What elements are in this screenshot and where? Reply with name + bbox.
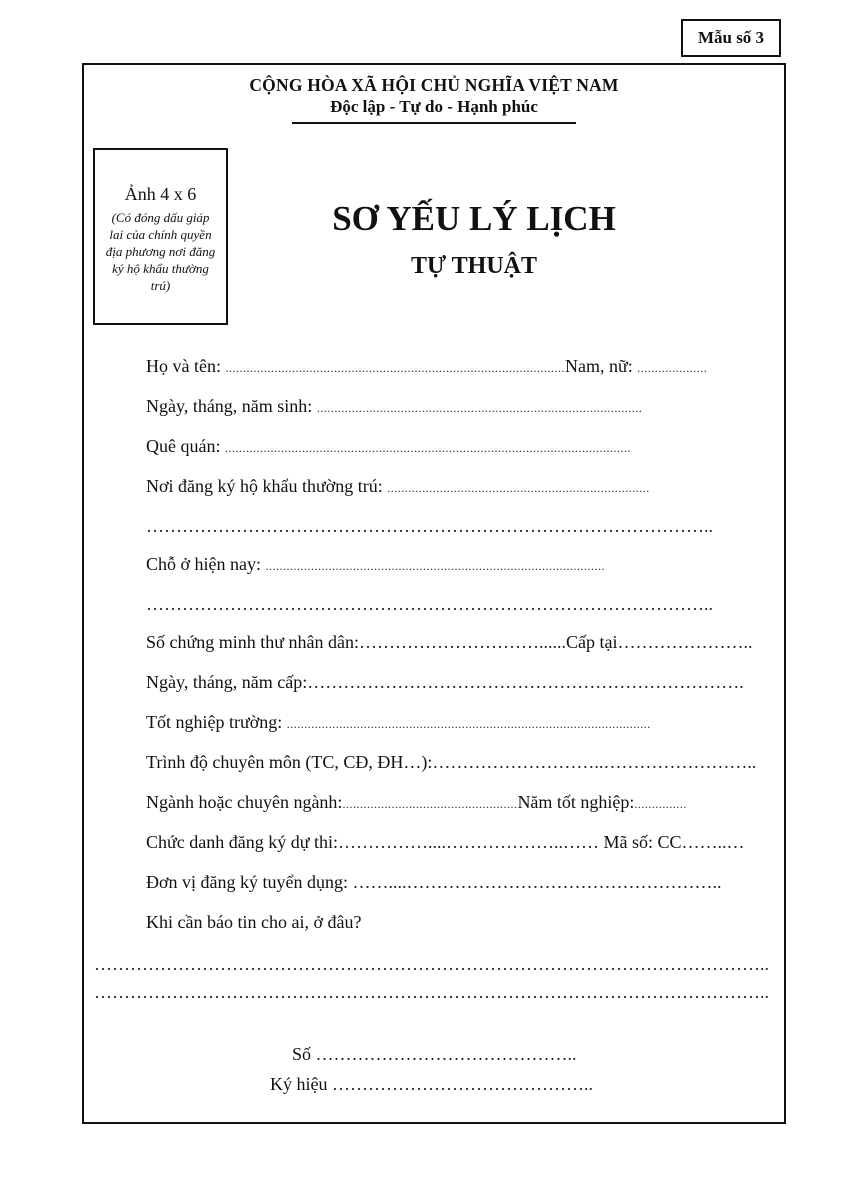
id-number-dots: …………………………...... bbox=[359, 632, 566, 652]
contact-line-2[interactable] bbox=[94, 982, 769, 1003]
footer-symbol-dots: …………………………………….. bbox=[332, 1074, 593, 1094]
unit-dots: ……....…………………………………………….. bbox=[352, 872, 722, 892]
full-name-label: Họ và tên: bbox=[146, 356, 226, 376]
form-frame bbox=[82, 63, 786, 1124]
photo-box bbox=[93, 148, 228, 325]
issue-date-dots: ………………………………………………………………. bbox=[307, 672, 744, 692]
field-full-name[interactable] bbox=[146, 356, 707, 377]
photo-size-label: Ảnh 4 x 6 bbox=[124, 184, 197, 204]
dot-line: ………………………………………………………………………………………………….. bbox=[94, 982, 769, 1002]
field-hometown[interactable] bbox=[146, 436, 631, 457]
position-label: Chức danh đăng ký dự thi: bbox=[146, 832, 338, 852]
footer-number[interactable] bbox=[292, 1044, 577, 1065]
motto-heading: Độc lập - Tự do - Hạnh phúc bbox=[330, 97, 538, 116]
footer-number-dots: …………………………………….. bbox=[315, 1044, 577, 1064]
id-number-label: Số chứng minh thư nhân dân: bbox=[146, 632, 359, 652]
footer-symbol-label: Ký hiệu bbox=[270, 1074, 332, 1094]
major-dots: .................................................. bbox=[342, 797, 518, 811]
graduation-year-dots: ............... bbox=[634, 797, 687, 811]
gender-dots: .................... bbox=[637, 361, 708, 375]
dot-line: ………………………………………………………………………………….. bbox=[146, 516, 713, 536]
issued-at-dots: ………………….. bbox=[617, 632, 753, 652]
code-dots: ……..… bbox=[681, 832, 745, 852]
graduation-year-label: Năm tốt nghiệp: bbox=[517, 792, 635, 812]
document-title: SƠ YẾU LÝ LỊCH bbox=[332, 199, 616, 238]
graduated-school-label: Tốt nghiệp trường: bbox=[146, 712, 287, 732]
birth-date-label: Ngày, tháng, năm sinh: bbox=[146, 396, 317, 416]
major-label: Ngành hoặc chuyên ngành: bbox=[146, 792, 343, 812]
photo-note: (Có đóng dấu giáp lai của chính quyền địa phương nơi đăng ký hộ khẩu thường trú) bbox=[105, 210, 216, 293]
field-major[interactable] bbox=[146, 792, 687, 813]
issue-date-label: Ngày, tháng, năm cấp: bbox=[146, 672, 308, 692]
field-unit[interactable] bbox=[146, 872, 722, 893]
footer-symbol[interactable] bbox=[270, 1074, 593, 1095]
full-name-dots: ................................................................................................. bbox=[225, 361, 565, 375]
field-qualification[interactable] bbox=[146, 752, 756, 773]
nation-heading: CỘNG HÒA XÃ HỘI CHỦ NGHĨA VIỆT NAM bbox=[249, 75, 619, 95]
qualification-label: Trình độ chuyên môn (TC, CĐ, ĐH…): bbox=[146, 752, 433, 772]
contact-label: Khi cần báo tin cho ai, ở đâu? bbox=[146, 912, 362, 932]
field-id-number[interactable] bbox=[146, 632, 753, 653]
unit-label: Đơn vị đăng ký tuyển dụng: bbox=[146, 872, 353, 892]
hometown-label: Quê quán: bbox=[146, 436, 225, 456]
birth-date-dots: ............................................................................................. bbox=[316, 401, 643, 415]
permanent-residence-label: Nơi đăng ký hộ khẩu thường trú: bbox=[146, 476, 388, 496]
hometown-dots: .................................................................................................................... bbox=[224, 441, 631, 455]
contact-line-1[interactable] bbox=[94, 954, 769, 975]
field-contact bbox=[146, 912, 361, 933]
footer-number-label: Số bbox=[292, 1044, 316, 1064]
field-graduated-school[interactable] bbox=[146, 712, 651, 733]
gender-label: Nam, nữ: bbox=[564, 356, 638, 376]
field-birth-date[interactable] bbox=[146, 396, 642, 417]
position-dots: ……………....………………..…… bbox=[338, 832, 604, 852]
dot-line: ………………………………………………………………………………….. bbox=[146, 594, 713, 614]
field-current-residence[interactable] bbox=[146, 554, 605, 575]
document-subtitle: TỰ THUẬT bbox=[410, 253, 538, 279]
current-residence-line-2[interactable] bbox=[146, 594, 713, 615]
issued-at-label: Cấp tại bbox=[566, 632, 618, 652]
permanent-residence-dots: ........................................................................... bbox=[387, 481, 650, 495]
dot-line: ………………………………………………………………………………………………….. bbox=[94, 954, 769, 974]
field-position[interactable] bbox=[146, 832, 745, 853]
current-residence-label: Chỗ ở hiện nay: bbox=[146, 554, 266, 574]
permanent-residence-line-2[interactable] bbox=[146, 516, 713, 537]
code-label: Mã số: CC bbox=[603, 832, 682, 852]
motto-underline bbox=[292, 122, 576, 124]
field-issue-date[interactable] bbox=[146, 672, 744, 693]
current-residence-dots: ................................................................................................. bbox=[265, 559, 606, 573]
graduated-school-dots: ........................................................................................................ bbox=[286, 717, 651, 731]
form-code-badge: Mẫu số 3 bbox=[681, 19, 781, 57]
field-permanent-residence[interactable] bbox=[146, 476, 650, 497]
qualification-dots: ………………………..…………………….. bbox=[432, 752, 757, 772]
